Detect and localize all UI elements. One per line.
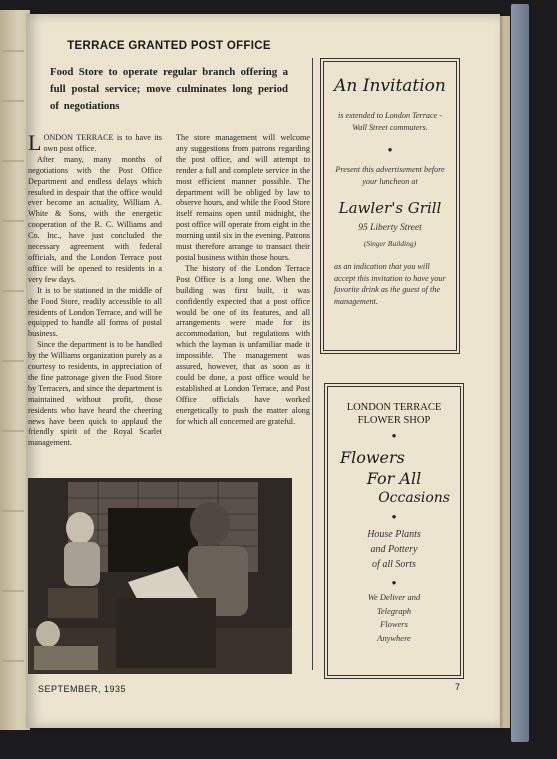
article-photo bbox=[28, 478, 292, 674]
book-binding bbox=[511, 4, 529, 742]
page-number: 7 bbox=[455, 682, 461, 692]
invitation-line-2: Present this advertisement before your luncheon at bbox=[335, 165, 445, 186]
for-all-script: For All bbox=[366, 469, 422, 488]
flower-shop-heading: LONDON TERRACE FLOWER SHOP bbox=[346, 402, 442, 426]
article-column-2 bbox=[176, 133, 310, 427]
invitation-heading: An Invitation bbox=[334, 76, 446, 96]
article-paragraph: The history of the London Terrace Post Office is a long one. When the building was first built, it was confidently expected that a post office would be one of its features, and all arrangements were made for its accommodation, but regulations with which the layman is unfamiliar made it impossible. The management was assured, however, that as soon as it could be done, a post office would be established at London Terrace, and Post Office officials have worked energetically to push the matter along for which all concerned are grateful. bbox=[176, 263, 310, 426]
invitation-line-3: as an indication that you will accept this invitation to have your favorite drink as the guest of the management. bbox=[334, 262, 446, 306]
article-paragraph: It is to be stationed in the middle of the Food Store, readily accessible to all residents of London Terrace, and will be equipped to handle all forms of postal business. bbox=[28, 285, 162, 339]
delivery-line-4: Anywhere bbox=[377, 632, 411, 643]
bullet: ● bbox=[391, 578, 397, 587]
grill-building: (Singer Building) bbox=[363, 238, 417, 248]
grill-address: 95 Liberty Street bbox=[358, 223, 422, 233]
invitation-ad-frame bbox=[323, 61, 457, 351]
flowers-script: Flowers bbox=[340, 448, 405, 467]
article-paragraph: The store management will welcome any suggestions from patrons regarding the post office, and will attempt to render a full and complete service in the most efficient manner possible. The department will be obliged by law to observe hours, and while the Food Store itself remains open until midnight, the post office will operate from eight in the morning until six in the evening. Patrons must therefore arrange to transact their postal business within those hours. bbox=[176, 133, 310, 262]
grill-name: Lawler's Grill bbox=[338, 199, 442, 217]
house-plants: House Plants bbox=[367, 529, 421, 540]
flower-shop-ad-frame bbox=[327, 386, 461, 676]
article-column-1 bbox=[28, 130, 162, 449]
occasions-script: Occasions bbox=[378, 490, 450, 506]
bullet: ● bbox=[387, 145, 393, 154]
article-subhead: Food Store to operate regular branch offering a full postal service; move culminates long period of negotiations bbox=[50, 66, 288, 112]
drop-cap: L bbox=[28, 130, 42, 155]
article-title: TERRACE GRANTED POST OFFICE bbox=[67, 40, 271, 52]
issue-date: SEPTEMBER, 1935 bbox=[38, 684, 127, 694]
delivery-line-2: Telegraph bbox=[376, 605, 412, 616]
article bbox=[28, 40, 310, 448]
and-pottery: and Pottery bbox=[370, 544, 418, 555]
of-all-sorts: of all Sorts bbox=[372, 559, 416, 570]
invitation-line-1: is extended to London Terrace - Wall Street commuters. bbox=[337, 111, 443, 132]
bullet: ● bbox=[391, 512, 397, 521]
delivery-line-1: We Deliver and bbox=[367, 592, 421, 602]
article-paragraph: After many, many months of negotiations with the Post Office Department and endless delays which resulted in despair that the office would ever become an actuality, William A. White & Sons, with the energetic cooperation of the R. C. Williams and Co. Inc., have just concluded the necessary agreement with federal officials, and the London Terrace post office will be opened to residents in a very few days. bbox=[28, 154, 162, 284]
bullet: ● bbox=[391, 431, 397, 440]
column-divider bbox=[312, 58, 313, 670]
article-paragraph: ONDON TERRACE is to have its own post office. bbox=[43, 133, 162, 153]
flower-shop-ad bbox=[324, 383, 464, 679]
invitation-ad bbox=[320, 58, 460, 354]
delivery-line-3: Flowers bbox=[380, 619, 408, 629]
article-paragraph: Since the department is to be handled by the Williams organization purely as a courtesy to residents, in appreciation of the fine patronage given the Food Store by Terracers, and since the department is maintained without profit, those residents who have heard the cheering news have been quick to applaud the friendly spirit of the Royal Scarlet management. bbox=[28, 340, 162, 448]
photo-illustration bbox=[28, 478, 292, 674]
